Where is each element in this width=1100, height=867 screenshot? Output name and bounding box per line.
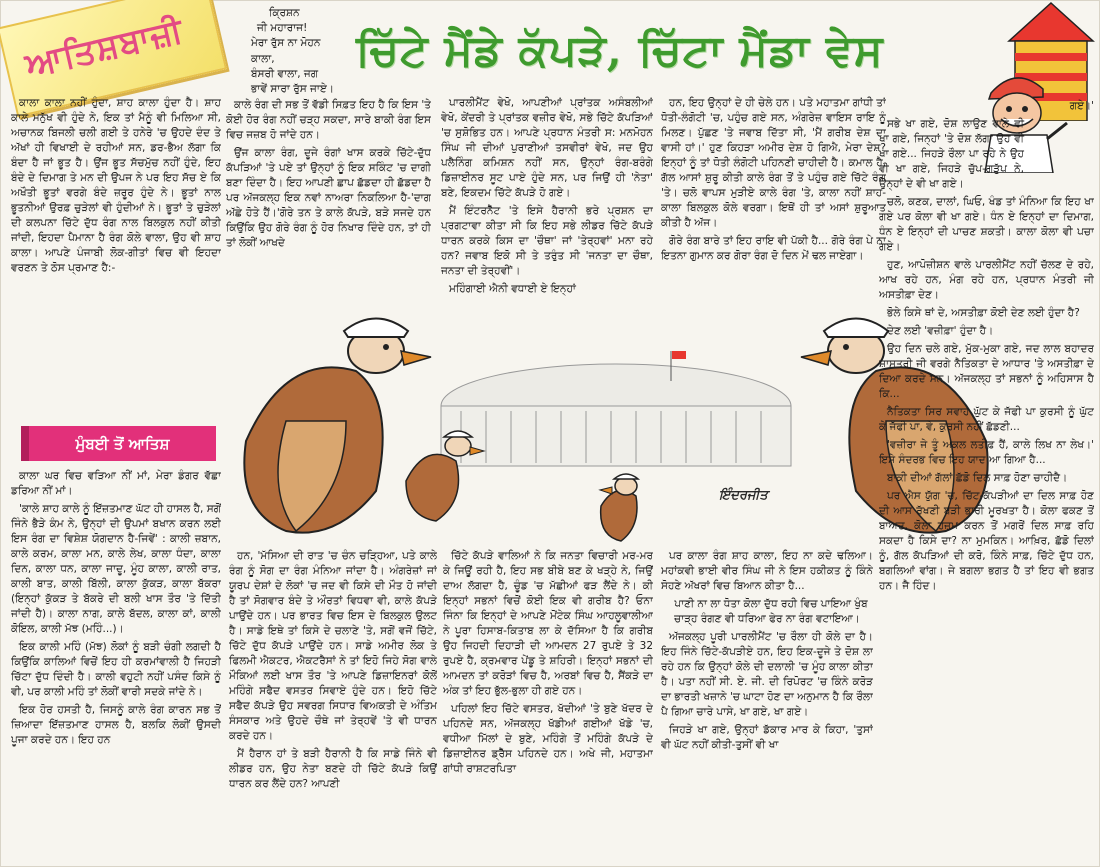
parliament-building-drawing bbox=[441, 351, 791, 466]
paragraph: ਮੈਂ ਹੈਰਾਨ ਹਾਂ ਤੇ ਬੜੀ ਹੈਰਾਨੀ ਹੈ ਕਿ ਸਾਡੇ ਜਿੰਨੇ ਵੀ ਲੀਡਰ ਹਨ, ਉਹ ਨੇਤਾ ਬਣਦੇ ਹੀ ਚਿੱਟੇ ਕੱਪੜੇ ਕਿਉਂ ਧਾਰਨ ਕਰ ਲੈਂਦੇ ਹਨ? ਆਪਣੀ bbox=[229, 748, 437, 790]
paragraph: ਜਿਹੜੇ ਖਾ ਗਏ, ਉਨ੍ਹਾਂ ਡੱਕਾਰ ਮਾਰ ਕੇ ਕਿਹਾ, 'ਤੁਸਾਂ ਵੀ ਘੱਟ ਨਹੀਂ ਕੀਤੀ-ਤੁਸੀਂ ਵੀ ਖਾ bbox=[661, 724, 873, 751]
paragraph: ਅੱਜਕਲ੍ਹ ਪੂਰੀ ਪਾਰਲੀਮੈਂਟ 'ਚ ਰੌਲਾ ਹੀ ਕੋਲੇ ਦਾ ਹੈ। ਇਹ ਜਿੰਨੇ ਚਿੱਟੇ-ਕੱਪੜੀਏ ਹਨ, ਇਹ ਇਕ-ਦੂਜੇ ਤੇ ਦੋਸ਼ ਲਾ ਰਹੇ ਹਨ ਕਿ ਉਨ੍ਹਾਂ ਕੋਲੇ ਦੀ ਦਲਾਲੀ 'ਚ ਮੂੰਹ ਕਾਲਾ ਕੀਤਾ ਹੈ। ਪਤਾ ਨਹੀਂ ਸੀ. ਏ. ਜੀ. ਦੀ ਰਿਪੋਰਟ 'ਚ ਕਿੰਨੇ ਕਰੋੜ ਦਾ ਭਾਰਤੀ ਖਜ਼ਾਨੇ 'ਚ ਘਾਟਾ ਹੋਣ ਦਾ ਅਨੁਮਾਨ ਹੈ ਕਿ ਰੌਲਾ ਪੈ ਗਿਆ ਚਾਰੇ ਪਾਸੇ, ਖਾ ਗਏ, ਖਾ ਗਏ। bbox=[661, 631, 873, 718]
paragraph: ਨੈਤਿਕਤਾ ਸਿਰ ਸਵਾਹ ਘੁੱਟ ਕੇ ਜੱਫੀ ਪਾ ਕੁਰਸੀ ਨੂੰ ਘੁੱਟ ਕੇ ਜੱਫੀ ਪਾ, ਵੇ, ਕੁਰਸੀ ਨਹੀਂ ਛੱਡਣੀ... bbox=[879, 406, 1094, 433]
paragraph: ਕਾਲਾ ਕਾਲਾ ਨਹੀਂ ਹੁੰਦਾ, ਸ਼ਾਹ ਕਾਲਾ ਹੁੰਦਾ ਹੈ। ਸ਼ਾਹ ਕਾਲੇ ਮਨੁੱਖ ਵੀ ਹੁੰਦੇ ਨੇ, ਇਕ ਤਾਂ ਮੈਨੂੰ ਵੀ ਮਿਲਿਆ ਸੀ, ਅਚਾਨਕ ਬਿਜਲੀ ਚਲੀ ਗਈ ਤੇ ਹਨੇਰੇ 'ਚ ਉਹਦੇ ਦੰਦ ਤੇ ਅੱਖਾਂ ਹੀ ਵਿਖਾਈ ਦੇ ਰਹੀਆਂ ਸਨ, ਡਰ-ਭੈਅ ਲੱਗਾ ਕਿ ਬੰਦਾ ਹੈ ਜਾਂ ਭੂਤ ਹੈ। ਉਂਜ ਭੂਤ ਸੱਚਮੁੱਚ ਨਹੀਂ ਹੁੰਦੇ, ਇਹ ਬੰਦੇ ਦੇ ਦਿਮਾਗ ਤੇ ਮਨ ਦੀ ਉਪਜ ਨੇ ਪਰ ਇਹ ਸੱਚ ਏ ਕਿ ਅਖੌਤੀ ਭੂਤਾਂ ਵਰਗੇ ਬੰਦੇ ਜ਼ਰੂਰ ਹੁੰਦੇ ਨੇ। ਭੂਤਾਂ ਨਾਲ ਭੂਤਨੀਆਂ ਉਰਫ਼ ਚੁੜੇਲਾਂ ਵੀ ਹੁੰਦੀਆਂ ਨੇ। ਭੂਤਾਂ ਤੇ ਚੁੜੇਲਾਂ ਦੀ ਕਲਪਨਾ ਚਿੱਟੇ ਦੁੱਧ ਰੰਗ ਨਾਲ ਬਿਲਕੁਲ ਨਹੀਂ ਕੀਤੀ ਜਾਂਦੀ, ਇਹਦਾ ਪੈਮਾਨਾ ਹੈ ਰੰਗ ਕੋਲੇ ਵਾਲਾ, ਉਹ ਵੀ ਸ਼ਾਹ ਕਾਲਾ। ਆਪਣੇ ਪੰਜਾਬੀ ਲੋਕ-ਗੀਤਾਂ ਵਿਚ ਵੀ ਇਹਦਾ ਵਰਣਨ ਤੇ ਠੋਸ ਪ੍ਰਮਾਣ ਹੈ:- bbox=[11, 97, 221, 274]
paragraph: ਮਹਿੰਗਾਈ ਐਨੀ ਵਧਾਈ ਏ ਇਨ੍ਹਾਂ bbox=[449, 283, 576, 295]
column-2-bottom bbox=[229, 549, 437, 864]
paragraph: 'ਕਾਲੇ ਸ਼ਾਹ ਕਾਲੇ ਨੂੰ ਇੱਜ਼ਤਮਾਣ ਘੱਟ ਹੀ ਹਾਸਲ ਹੈ, ਸਗੋਂ ਜਿੰਨੇ ਭੈੜੇ ਕੰਮ ਨੇ, ਉਨ੍ਹਾਂ ਦੀ ਉਪਮਾਂ ਬਖਾਨ ਕਰਨ ਲਈ ਇਸ ਰੰਗ ਦਾ ਵਿਸ਼ੇਸ਼ ਯੋਗਦਾਨ ਹੈ-ਜਿਵੇਂ' : ਕਾਲੀ ਜ਼ਬਾਨ, ਕਾਲੇ ਕਰਮ, ਕਾਲਾ ਮਨ, ਕਾਲੇ ਲੇਖ, ਕਾਲਾ ਧੰਦਾ, ਕਾਲਾ ਦਿਨ, ਕਾਲਾ ਧਨ, ਕਾਲਾ ਜਾਦੂ, ਮੂੰਹ ਕਾਲਾ, ਕਾਲੀ ਰਾਤ, ਕਾਲੀ ਬਾਤ, ਕਾਲੀ ਬਿੱਲੀ, ਕਾਲਾ ਕੁੱਕੜ, ਕਾਲਾ ਬੱਕਰਾ (ਇਨ੍ਹਾਂ ਕੁੱਕੜ ਤੇ ਬੱਕਰੇ ਦੀ ਬਲੀ ਖਾਸ ਤੌਰ 'ਤੇ ਦਿੱਤੀ ਜਾਂਦੀ ਹੈ)। ਕਾਲਾ ਨਾਗ, ਕਾਲੇ ਬੱਦਲ, ਕਾਲਾ ਕਾਂ, ਕਾਲੀ ਕੋਇਲ, ਕਾਲੀ ਮੱਝ (ਮਹਿੰ...)। bbox=[11, 503, 221, 635]
poem-krishna bbox=[225, 6, 345, 97]
paragraph: ਭੋਲੇ ਕਿਸੇ ਥਾਂ ਦੇ, ਅਸਤੀਫ਼ਾ ਕੋਈ ਦੇਣ ਲਈ ਹੁੰਦਾ ਹੈ? bbox=[887, 307, 1080, 319]
paragraph: ਚਲੋ, ਕਣਕ, ਦਾਲਾਂ, ਘਿਓ, ਖੰਡ ਤਾਂ ਮੰਨਿਆ ਕਿ ਇਹ ਖਾ ਗਏ ਪਰ ਕੋਲਾ ਵੀ ਖਾ ਗਏ। ਧੰਨ ਏ ਇਨ੍ਹਾਂ ਦਾ ਦਿਮਾਗ, ਧੰਨ ਏ ਇਨ੍ਹਾਂ ਦੀ ਪਾਚਣ ਸ਼ਕਤੀ। ਕਾਲਾ ਕੋਲਾ ਵੀ ਪਚਾ ਗਏ। bbox=[879, 196, 1094, 253]
column-3-top bbox=[441, 96, 653, 296]
paragraph: ਪਰ ਕਾਲਾ ਰੰਗ ਸ਼ਾਹ ਕਾਲਾ, ਇਹ ਨਾ ਕਦੇ ਢਲਿਆ। ਮਹਾਂਕਵੀ ਭਾਈ ਵੀਰ ਸਿੰਘ ਜੀ ਨੇ ਇਸ ਹਕੀਕਤ ਨੂੰ ਕਿੰਨੇ ਸੋਹਣੇ ਅੱਖਰਾਂ ਵਿਚ ਬਿਆਨ ਕੀਤਾ ਹੈ... bbox=[661, 550, 873, 592]
paragraph: ਹੁਣ, ਆਪੋਜ਼ੀਸ਼ਨ ਵਾਲੇ ਪਾਰਲੀਮੈਂਟ ਨਹੀਂ ਚੱਲਣ ਦੇ ਰਹੇ, ਆਖ ਰਹੇ ਹਨ, ਮੰਗ ਰਹੇ ਹਨ, ਪ੍ਰਧਾਨ ਮੰਤਰੀ ਜੀ ਅਸਤੀਫ਼ਾ ਦੇਣ। bbox=[879, 259, 1094, 301]
paragraph: ਹਨ, ਇਹ ਉਨ੍ਹਾਂ ਦੇ ਹੀ ਚੇਲੇ ਹਨ। ਪਤੇ ਮਹਾਤਮਾ ਗਾਂਧੀ ਤਾਂ ਧੋਤੀ-ਲੰਗੋਟੀ 'ਚ, ਪਹੁੰਚ ਗਏ ਸਨ, ਅੰਗਰੇਜ਼ ਵਾਇਸ ਰਾਇ ਨੂੰ ਮਿਲਣ। ਪੁੱਛਣ 'ਤੇ ਜਵਾਬ ਦਿੱਤਾ ਸੀ, 'ਮੈਂ ਗਰੀਬ ਦੇਸ਼ ਦਾ ਵਾਸੀ ਹਾਂ।' ਹੁਣ ਕਿਹੜਾ ਅਮੀਰ ਦੇਸ਼ ਹੋ ਗਿਐ, ਮੇਰਾ ਦੇਸ਼? ਇਨ੍ਹਾਂ ਨੂੰ ਤਾਂ ਧੋਤੀ ਲੰਗੋਟੀ ਪਹਿਨਣੀ ਚਾਹੀਦੀ ਹੈ। ਕਮਾਲ ਹੈ, ਗੱਲ ਆਸਾਂ ਸ਼ੁਰੂ ਕੀਤੀ ਕਾਲੇ ਰੰਗ ਤੋਂ ਤੇ ਪਹੁੰਚ ਗਏ ਚਿੱਟੇ ਰੰਗ 'ਤੇ। ਚਲੋ ਵਾਪਸ ਮੁੜੀਏ ਕਾਲੇ ਰੰਗ 'ਤੇ, ਕਾਲਾ ਨਹੀਂ ਸ਼ਾਹ-ਕਾਲਾ ਬਿਲਕੁਲ ਕੋਲੇ ਵਰਗਾ। ਇਥੋਂ ਹੀ ਤਾਂ ਅਸਾਂ ਸ਼ੁਰੂਆਤ ਕੀਤੀ ਹੈ ਅੱਜ। bbox=[661, 97, 886, 229]
column-4-bottom bbox=[661, 549, 873, 864]
paragraph: ਚਿੱਟੇ ਕੱਪੜੇ ਵਾਲਿਆਂ ਨੇ ਕਿ ਜਨਤਾ ਵਿਚਾਰੀ ਮਰ-ਮਰ ਕੇ ਜਿਊਂ ਰਹੀ ਹੈ, ਇਹ ਸਭ ਬੀਬੇ ਬਣ ਕੇ ਖੜ੍ਹੇ ਨੇ, ਜਿਉਂ ਦਾਅ ਲੱਗਦਾ ਹੈ, ਚੂੰਡ 'ਚ ਮੱਛੀਆਂ ਫੜ ਲੈਂਦੇ ਨੇ। ਕੀ ਇਨ੍ਹਾਂ ਸਭਨਾਂ ਵਿਚੋਂ ਕੋਈ ਇਕ ਵੀ ਗਰੀਬ ਹੈ? ਓਨਾ ਜਿੰਨਾ ਕਿ ਇਨ੍ਹਾਂ ਦੇ ਆਪਣੇ ਮੋਂਟੇਕ ਸਿੰਘ ਆਹਲੂਵਾਲੀਆ ਨੇ ਪੂਰਾ ਹਿਸਾਬ-ਕਿਤਾਬ ਲਾ ਕੇ ਦੱਸਿਆ ਹੈ ਕਿ ਗਰੀਬ ਉਹ ਜਿਹਦੀ ਦਿਹਾੜੀ ਦੀ ਆਮਦਨ 27 ਰੁਪਏ ਤੇ 32 ਰੁਪਏ ਹੈ, ਕ੍ਰਮਵਾਰ ਪੇਂਡੂ ਤੇ ਸ਼ਹਿਰੀ। ਇਨ੍ਹਾਂ ਸਭਨਾਂ ਦੀ ਆਮਦਨ ਤਾਂ ਕਰੋੜਾਂ ਵਿਚ ਹੈ, ਅਰਬਾਂ ਵਿਚ ਹੈ, ਸੈਂਕੜੇ ਦਾ ਅੰਕ ਤਾਂ ਇਹ ਭੁੱਲ-ਭੁਲਾ ਹੀ ਗਏ ਹਨ। bbox=[443, 550, 653, 697]
column-3-bottom bbox=[443, 549, 653, 864]
column-1-top bbox=[11, 96, 221, 416]
poem-line: ਭਾਵੇਂ ਸਾਰਾ ਰੁੱਸ ਜਾਏ। bbox=[251, 83, 334, 96]
paragraph: 'ਵਜ਼ੀਰਾ ਜੇ ਤੂੰ ਅਕਲ ਲਤੀਫ਼ ਹੈਂ, ਕਾਲੇ ਲਿਖ ਨਾ ਲੇਖ।' ਇਸੇ ਸੰਦਰਭ ਵਿਚ ਇਹ ਯਾਦ ਆ ਗਿਆ ਹੈ... bbox=[879, 439, 1094, 466]
paragraph: ਉਹ ਦਿਨ ਚਲੇ ਗਏ, ਮੁੱਕ-ਮੁਕਾ ਗਏ, ਜਦ ਲਾਲ ਬਹਾਦਰ ਸ਼ਾਸਤਰੀ ਜੀ ਵਰਗੇ ਨੈਤਿਕਤਾ ਦੇ ਆਧਾਰ 'ਤੇ ਅਸਤੀਫ਼ਾ ਦੇ ਦਿਆ ਕਰਦੇ ਸਨ। ਅੱਜਕਲ੍ਹ ਤਾਂ ਸਭਨਾਂ ਨੂੰ ਅਹਿਸਾਸ ਹੈ ਕਿ... bbox=[879, 343, 1094, 400]
column-5 bbox=[879, 99, 1094, 864]
paragraph: ਗੋਰੇ ਰੰਗ ਬਾਰੇ ਤਾਂ ਇਹ ਰਾਇ ਵੀ ਪੱਕੀ ਹੈ... ਗੋਰੇ ਰੰਗ ਪੇ ਨਾ ਇਤਨਾ ਗੁਮਾਨ ਕਰ ਗੋਰਾ ਰੰਗ ਦੋ ਦਿਨ ਮੇਂ ਢਲ ਜਾਏਗਾ। bbox=[661, 235, 886, 262]
paragraph: ਇਕ ਕਾਲੀ ਮਹਿੰ (ਮੱਝ) ਲੋਕਾਂ ਨੂੰ ਬੜੀ ਚੰਗੀ ਲਗਦੀ ਹੈ ਕਿਉਂਕਿ ਕਾਲਿਆਂ ਵਿਚੋਂ ਇਹ ਹੀ ਕਰਮਾਂਵਾਲੀ ਹੈ ਜਿਹੜੀ ਚਿੱਟਾ ਦੁੱਧ ਦਿੰਦੀ ਹੈ। ਕਾਲੀ ਵਹੁਟੀ ਨਹੀਂ ਪਸੰਦ ਕਿਸੇ ਨੂੰ ਵੀ, ਪਰ ਕਾਲੀ ਮਹਿੰ ਤਾਂ ਲੋਕੀਂ ਵਾਰੀ ਸਦਕੇ ਜਾਂਦੇ ਨੇ। bbox=[11, 641, 221, 698]
paragraph: ਗਏ।' bbox=[1069, 100, 1094, 112]
column-2-top bbox=[226, 98, 431, 293]
paragraph: ਕਾਲਾ ਘਰ ਵਿਚ ਵੜਿਆ ਨੀਂ ਮਾਂ, ਮੇਰਾ ਡੰਗਰ ਵੱਛਾ ਡਰਿਆ ਨੀਂ ਮਾਂ। bbox=[11, 470, 221, 497]
paragraph: ਮੈਂ ਇੰਟਰਨੈੱਟ 'ਤੇ ਇਸੇ ਹੈਰਾਨੀ ਭਰੇ ਪ੍ਰਸ਼ਨ ਦਾ ਪ੍ਰਗਟਾਵਾ ਕੀਤਾ ਸੀ ਕਿ ਇਹ ਸਭੇ ਲੀਡਰ ਚਿੱਟੇ ਕੱਪੜੇ ਧਾਰਨ ਕਰਕੇ ਕਿਸ ਦਾ 'ਚੌਥਾ' ਜਾਂ 'ਤੇਰ੍ਹਵਾਂ' ਮਨਾ ਰਹੇ ਹਨ? ਜਵਾਬ ਇਕੋ ਸੀ ਤੇ ਤਰੁੰਤ ਸੀ 'ਜਨਤਾ ਦਾ ਚੌਥਾ, ਜਨਤਾ ਦੀ ਤੇਰ੍ਹਵੀਂ'। bbox=[441, 205, 653, 277]
paragraph: ਪਾਣੀ ਨਾ ਲਾ ਧੋਤਾ ਕੋਲਾ ਦੁੱਧ ਰਹੀ ਵਿਚ ਪਾਇਆ ਖੁੰਬ ਚਾੜ੍ਹ ਰੰਗਣ ਵੀ ਧਰਿਆ ਫੇਰ ਨਾ ਰੰਗ ਵਟਾਇਆ। bbox=[674, 598, 868, 625]
poem-line: ਕ੍ਰਿਸ਼ਨ bbox=[269, 7, 300, 19]
paragraph: ਇਕ ਹੋਰ ਹਸਤੀ ਹੈ, ਜਿਸਨੂੰ ਕਾਲੇ ਰੰਗ ਕਾਰਨ ਸਭ ਤੋਂ ਜ਼ਿਆਦਾ ਇੱਜ਼ਤਮਾਣ ਹਾਸਲ ਹੈ, ਬਲਕਿ ਲੋਕੀਂ ਉਸਦੀ ਪੂਜਾ ਕਰਦੇ ਹਨ। ਇਹ ਹਨ bbox=[11, 704, 221, 746]
paragraph: ਸਭੇ ਖਾ ਗਏ, ਦੋਸ਼ ਲਾਉਣ ਵਾਲੇ ਵੀ ਖਾ ਗਏ, ਜਿਨ੍ਹਾਂ 'ਤੇ ਦੋਸ਼ ਲੱਗਾ ਉਹ ਵੀ ਖਾ ਗਏ... ਜਿਹੜੇ ਰੌਲਾ ਪਾ ਰਹੇ ਨੇ ਉਹ ਵੀ ਖਾ ਗਏ, ਜਿਹੜੇ ਚੁੱਪ-ਗੜੁੱਪ ਨੇ, ਉਨ੍ਹਾਂ ਦੇ ਵੀ ਖਾ ਗਏ। bbox=[879, 118, 1024, 190]
paragraph: ਪਰ ਐਸ ਯੁੱਗ 'ਚ, ਚਿੱਟ-ਕੱਪੜੀਆਂ ਦਾ ਦਿਲ ਸਾਫ਼ ਹੋਣ ਦੀ ਆਸ ਰੱਖਣੀ ਬੜੀ ਭਾਰੀ ਮੂਰਖਤਾ ਹੈ। ਕੋਲਾ ਫਕਣ ਤੋਂ ਬਾਅਦ, ਕੋਲਾ ਹਜ਼ਮ ਕਰਨ ਤੋਂ ਮਗਰੋਂ ਦਿਲ ਸਾਫ਼ ਰਹਿ ਸਕਦਾ ਹੈ ਕਿਸੇ ਦਾ? ਨਾ ਮੁਮਕਿਨ। ਆਖ਼ਿਰ, ਛੱਡੋ ਦਿਲਾਂ ਨੂੰ, ਗੱਲ ਕੱਪੜਿਆਂ ਦੀ ਕਰੋ, ਕਿੰਨੇ ਸਾਫ਼, ਚਿੱਟੇ ਦੁੱਧ ਹਨ, ਬਗਲਿਆਂ ਵਾਂਗ। ਜੇ ਬਗਲਾ ਭਗਤ ਹੈ ਤਾਂ ਇਹ ਵੀ ਭਗਤ ਹਨ। ਜੈ ਹਿੰਦ। bbox=[879, 490, 1094, 592]
paragraph: ਦੇਣ ਲਈ 'ਵਜ਼ੀਫ਼ਾ' ਹੁੰਦਾ ਹੈ। bbox=[887, 325, 994, 337]
poem-line: ਕਾਲਾ, bbox=[251, 52, 275, 65]
column-1-bottom bbox=[11, 469, 221, 864]
paragraph: ਬਾਕੀ ਦੀਆਂ ਗੱਲਾਂ ਛੱਡੋ ਦਿਲ ਸਾਫ਼ ਹੋਣਾ ਚਾਹੀਦੈ। bbox=[887, 472, 1068, 484]
poem-line: ਬੰਸਰੀ ਵਾਲਾ, ਜਗ bbox=[251, 67, 319, 80]
poem-line: ਮੇਰਾ ਰੁੱਸ ਨਾ ਮੋਹਨ bbox=[251, 37, 321, 50]
paragraph: ਉਂਜ ਕਾਲਾ ਰੰਗ, ਦੂਜੇ ਰੰਗਾਂ ਖਾਸ ਕਰਕੇ ਚਿੱਟੇ-ਦੁੱਧ ਕੱਪੜਿਆਂ 'ਤੇ ਪਏ ਤਾਂ ਉਨ੍ਹਾਂ ਨੂੰ ਇਕ ਸਕਿੰਟ 'ਚ ਦਾਗੀ ਬਣਾ ਦਿੰਦਾ ਹੈ। ਇਹ ਆਪਣੀ ਛਾਪ ਛੱਡਦਾ ਹੀ ਛੱਡਦਾ ਹੈ ਪਰ ਅੱਜਕਲ੍ਹ ਇਕ ਨਵਾਂ ਨਾਅਰਾ ਨਿਕਲਿਆ ਹੈ-'ਦਾਗ ਅੱਛੇ ਹੋਤੇ ਹੈਂ।'ਗੋਰੇ ਤਨ ਤੇ ਕਾਲੇ ਕੱਪੜੇ, ਬੜੇ ਸਜਦੇ ਹਨ ਕਿਉਂਕਿ ਉਹ ਗੋਰੇ ਰੰਗ ਨੂੰ ਹੋਰ ਨਿਖਾਰ ਦਿੰਦੇ ਹਨ, ਤਾਂ ਹੀ ਤਾਂ ਲੋਕੀਂ ਆਖਦੇ bbox=[226, 147, 431, 249]
paragraph: ਕਾਲੇ ਰੰਗ ਦੀ ਸਭ ਤੋਂ ਵੱਡੀ ਸਿਫ਼ਤ ਇਹ ਹੈ ਕਿ ਇਸ 'ਤੇ ਕੋਈ ਹੋਰ ਰੰਗ ਨਹੀਂ ਚੜ੍ਹ ਸਕਦਾ, ਸਾਰੇ ਬਾਕੀ ਰੰਗ ਇਸ ਵਿਚ ਜਜ਼ਬ ਹੋ ਜਾਂਦੇ ਹਨ। bbox=[226, 99, 431, 141]
paragraph: ਹਨ, 'ਮੱਸਿਆ ਦੀ ਰਾਤ 'ਚ ਚੰਨ ਚੜ੍ਹਿਆ, ਪਤੇ ਕਾਲੇ ਰੰਗ ਨੂੰ ਸੋਗ ਦਾ ਰੰਗ ਮੰਨਿਆ ਜਾਂਦਾ ਹੈ। ਅੰਗਰੇਜ਼ਾਂ ਜਾਂ ਯੂਰਪ ਦੇਸ਼ਾਂ ਦੇ ਲੋਕਾਂ 'ਚ ਜਦ ਵੀ ਕਿਸੇ ਦੀ ਮੌਤ ਹੋ ਜਾਂਦੀ ਹੈ ਤਾਂ ਸੋਗਵਾਰ ਬੰਦੇ ਤੇ ਔਰਤਾਂ ਵਿਧਵਾ ਵੀ, ਕਾਲੇ ਕੱਪੜੇ ਪਾਉਂਦੇ ਹਨ। ਪਰ ਭਾਰਤ ਵਿਚ ਇਸ ਦੇ ਬਿਲਕੁਲ ਉਲਟ ਹੈ। ਸਾਡੇ ਇਥੇ ਤਾਂ ਕਿਸੇ ਦੇ ਚਲਾਣੇ 'ਤੇ, ਸਗੋਂ ਵਜੋਂ ਚਿੱਟੇ, ਚਿੱਟੇ ਦੁੱਧ ਕੱਪੜੇ ਪਾਉਂਦੇ ਹਨ। ਸਾਡੇ ਅਮੀਰ ਲੋਕ ਤੇ ਫਿਲਮੀ ਐਕਟਰ, ਐਕਟਰੈਸਾਂ ਨੇ ਤਾਂ ਇਹੋ ਜਿਹੇ ਸੋਗ ਵਾਲੇ ਮੌਕਿਆਂ ਲਈ ਖਾਸ ਤੌਰ 'ਤੇ ਆਪਣੇ ਡਿਜ਼ਾਇਨਰਾਂ ਕੋਲੋਂ ਮਹਿੰਗੇ ਸਫੈਦ ਵਸਤਰ ਸਿਵਾਏ ਹੁੰਦੇ ਹਨ। ਇਹੋ ਚਿੱਟੇ ਸਫੈਦ ਕੱਪੜੇ ਉਹ ਸਵਰਗ ਸਿਧਾਰ ਵਿਅਕਤੀ ਦੇ ਅੰਤਿਮ ਸੰਸਕਾਰ ਅਤੇ ਉਹਦੇ ਚੌਥੇ ਜਾਂ ਤੇਰ੍ਹਵੇਂ 'ਤੇ ਵੀ ਧਾਰਨ ਕਰਦੇ ਹਨ। bbox=[229, 550, 437, 742]
vulture-small-middle bbox=[600, 474, 638, 541]
artist-signature: ਇੰਦਰਜੀਤ bbox=[719, 488, 768, 503]
vulture-left bbox=[244, 319, 431, 533]
masthead-title: ਆਤਿਸ਼ਬਾਜ਼ੀ bbox=[21, 10, 188, 86]
paragraph: ਪਾਰਲੀਮੈਂਟ ਵੇਖੋ, ਆਪਣੀਆਂ ਪ੍ਰਾਂਤਕ ਅਸੰਬਲੀਆਂ ਵੇਖੋ, ਕੇਂਦਰੀ ਤੇ ਪ੍ਰਾਂਤਕ ਵਜ਼ੀਰ ਵੇਖੋ, ਸਭੇ ਚਿੱਟੇ ਕੱਪੜਿਆਂ 'ਚ ਸੁਸ਼ੋਭਿਤ ਹਨ। ਆਪਣੇ ਪ੍ਰਧਾਨ ਮੰਤਰੀ ਸ: ਮਨਮੋਹਨ ਸਿੰਘ ਜੀ ਦੀਆਂ ਪੁਰਾਣੀਆਂ ਤਸਵੀਰਾਂ ਵੇਖੋ, ਜਦ ਉਹ ਪਲੈਨਿੰਗ ਕਮਿਸ਼ਨ ਨਹੀਂ ਸਨ, ਉਨ੍ਹਾਂ ਰੰਗ-ਬਰੰਗੇ ਡਿਜ਼ਾਈਨਰ ਸੂਟ ਪਾਏ ਹੁੰਦੇ ਸਨ, ਪਰ ਜਿਉਂ ਹੀ 'ਨੇਤਾ' ਬਣੇ, ਇਕਦਮ ਚਿੱਟੇ ਕੱਪੜੇ ਹੋ ਗਏ। bbox=[441, 97, 653, 199]
section-heading: ਮੁੰਬਈ ਤੋਂ ਆਤਿਸ਼ bbox=[21, 426, 216, 461]
column-4-top bbox=[661, 96, 886, 296]
paragraph: ਪਹਿਲਾਂ ਇਹ ਚਿੱਟੇ ਵਸਤਰ, ਖੱਦੀਆਂ 'ਤੇ ਬੁਣੇ ਖੱਦਰ ਦੇ ਪਹਿਨਦੇ ਸਨ, ਅੱਜਕਲ੍ਹ ਖੱਡੀਆਂ ਗਈਆਂ ਖੱਡੇ 'ਚ, ਵਧੀਆ ਮਿੱਲਾਂ ਦੇ ਬੁਣੇ, ਮਹਿੰਗੇ ਤੋਂ ਮਹਿੰਗੇ ਕੱਪੜੇ ਦੇ ਡਿਜ਼ਾਈਨਰ ਡ੍ਰੈੱਸ ਪਹਿਨਦੇ ਹਨ। ਅਖੇ ਜੀ, ਮਹਾਤਮਾ ਗਾਂਧੀ ਰਾਸ਼ਟਰਪਿਤਾ bbox=[443, 703, 653, 775]
article-headline: ਚਿੱਟੇ ਮੈਂਡੇ ਕੱਪੜੇ, ਚਿੱਟਾ ਮੈਂਡਾ ਵੇਸ bbox=[356, 26, 884, 76]
poem-line: ਜੀ ਮਹਾਰਾਜ! bbox=[257, 22, 308, 35]
